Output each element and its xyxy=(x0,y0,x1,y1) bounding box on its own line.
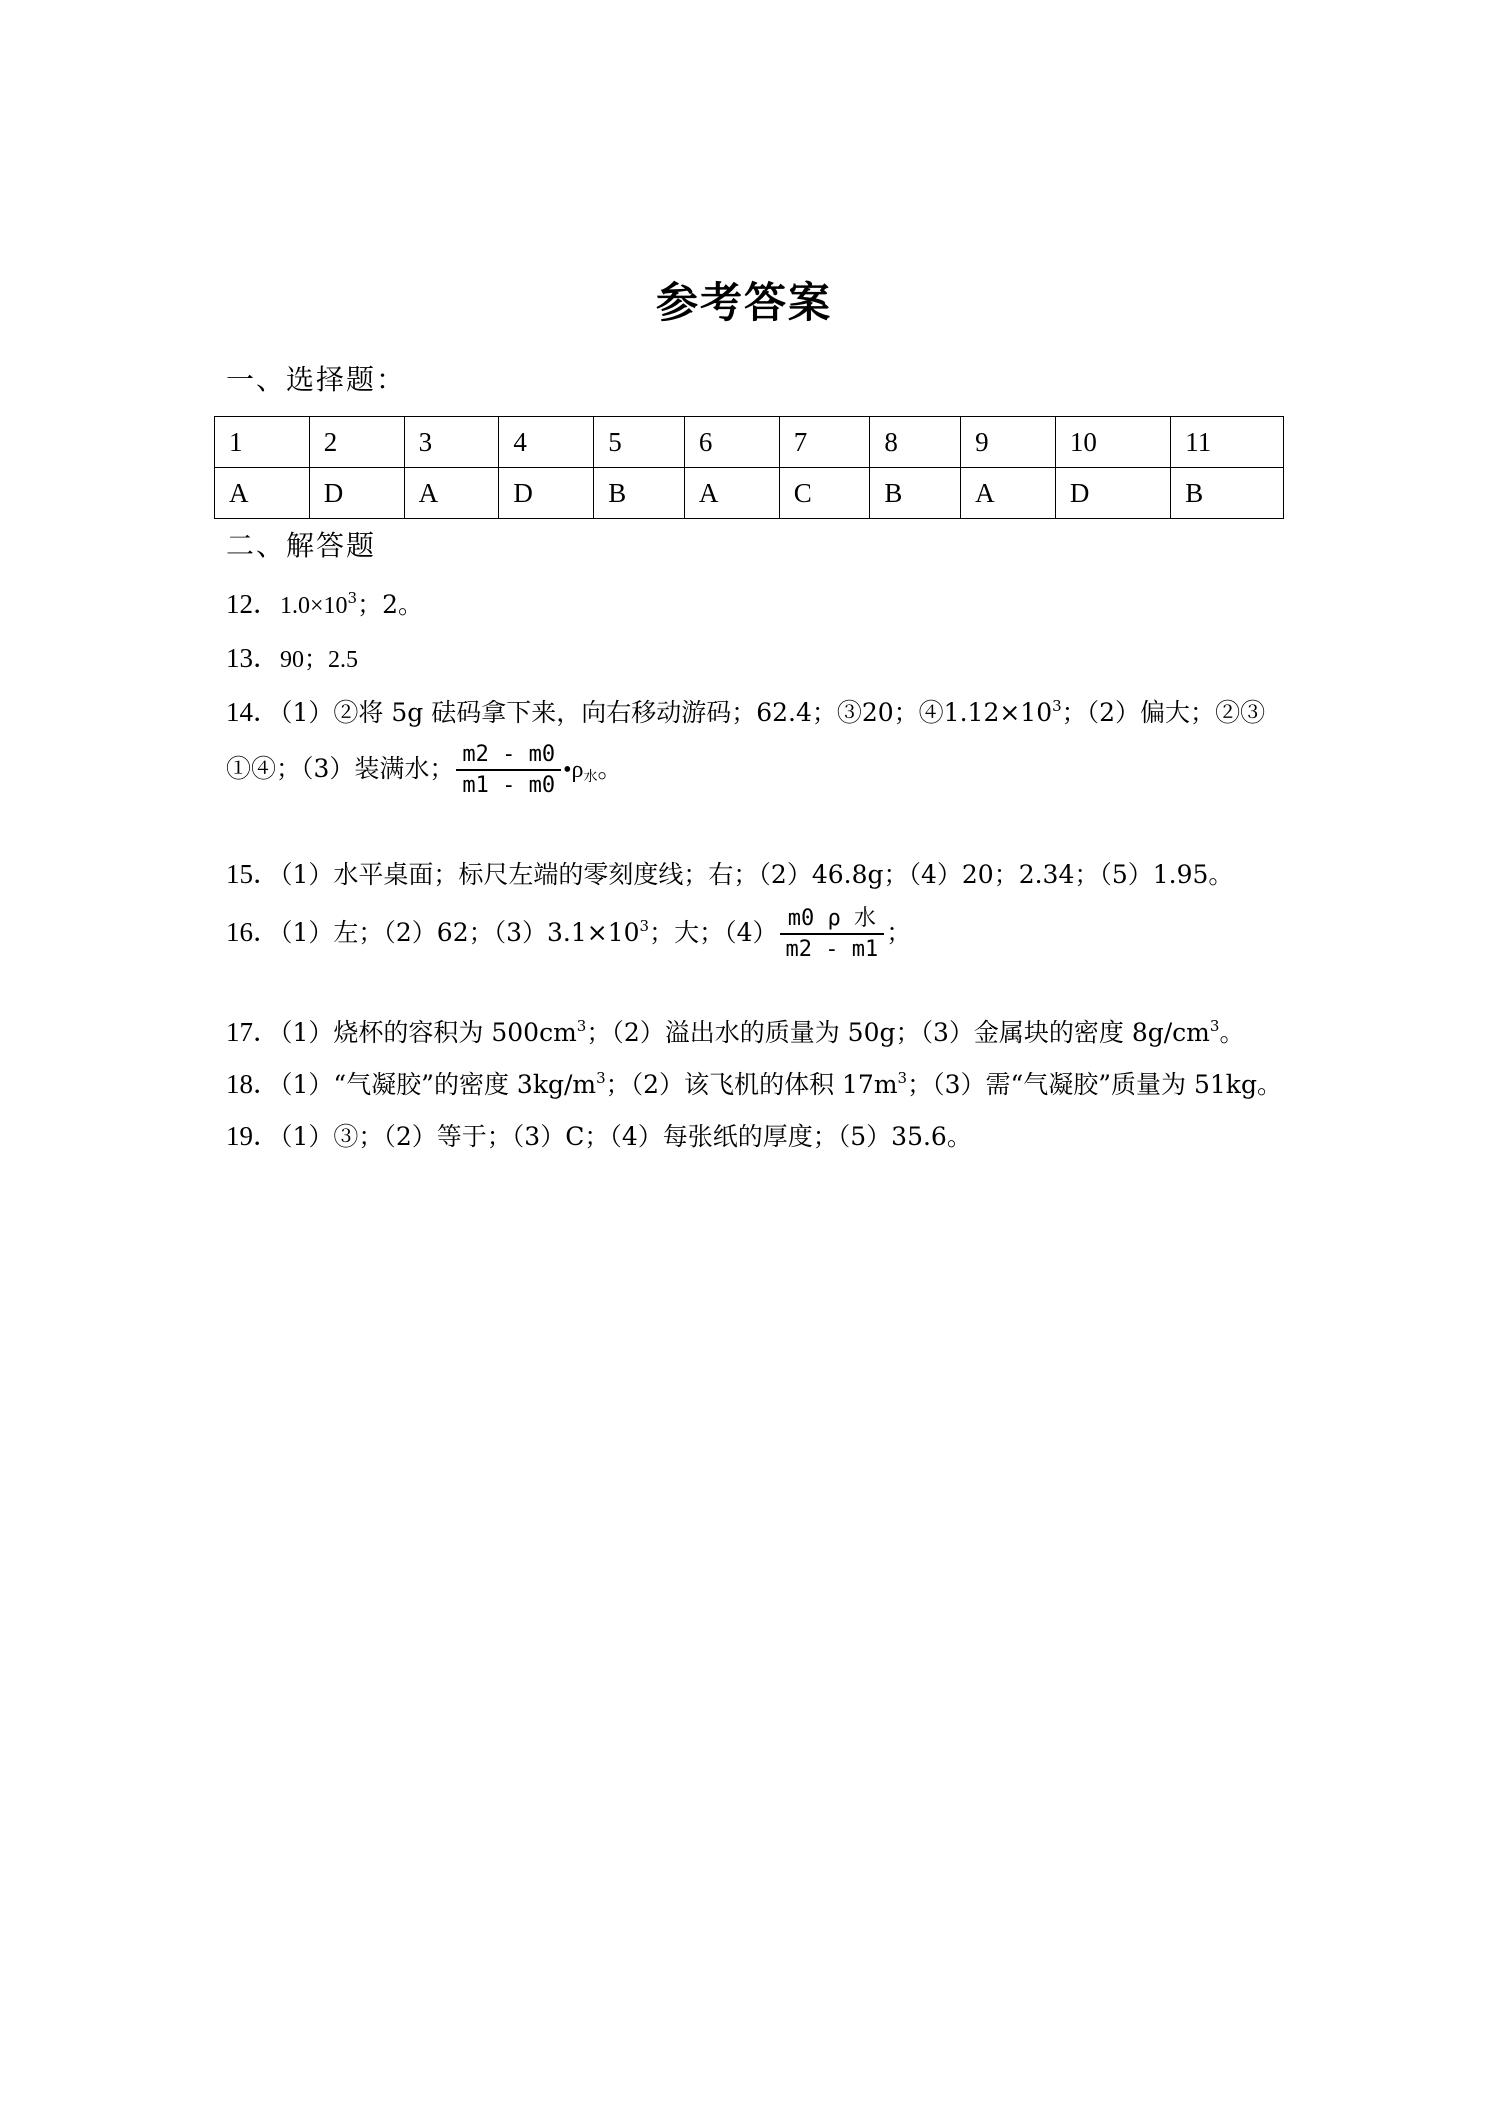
answer-line-17 xyxy=(226,1010,1244,1049)
answer-text: 90；2.5 xyxy=(280,647,358,673)
section-heading-multiple-choice: 一、选择题： xyxy=(226,363,407,396)
answer-text: ；2。 xyxy=(357,590,423,619)
answer-line-14b xyxy=(226,742,623,799)
question-number-cell: 8 xyxy=(870,417,961,468)
exponent: 3 xyxy=(347,589,358,607)
answer-line-16 xyxy=(226,906,911,963)
answer-text: ；（2）该飞机的体积 17m xyxy=(605,1070,898,1099)
answer-text: 。 xyxy=(597,753,623,783)
answer-line-18 xyxy=(226,1062,1282,1101)
answer-text: ；（2）溢出水的质量为 50g；（3）金属块的密度 8g/cm xyxy=(586,1018,1210,1047)
answer-text: ；大；（4） xyxy=(649,917,778,947)
fraction-denominator: m2 - m1 xyxy=(785,937,879,963)
answer-cell: B xyxy=(870,468,961,519)
answer-cell: A xyxy=(404,468,499,519)
question-number-cell: 1 xyxy=(215,417,310,468)
answer-text: 。 xyxy=(1219,1018,1245,1047)
answer-line-13 xyxy=(226,636,358,675)
question-number: 15． xyxy=(226,859,280,889)
question-number: 16． xyxy=(226,916,280,947)
answer-cell: D xyxy=(499,468,594,519)
question-number: 12． xyxy=(226,589,280,619)
question-number: 13． xyxy=(226,643,280,673)
answer-line-14a xyxy=(226,690,1265,729)
question-number: 17． xyxy=(226,1017,280,1047)
question-number: 18． xyxy=(226,1069,280,1099)
question-number-row xyxy=(215,417,1284,468)
exponent: 3 xyxy=(596,1069,606,1087)
answer-text: ①④；（3）装满水； xyxy=(226,753,455,783)
answer-text: ； xyxy=(886,917,912,947)
answer-cell: D xyxy=(1055,468,1170,519)
answer-line-19 xyxy=(226,1114,972,1153)
question-number-cell: 5 xyxy=(594,417,685,468)
answer-cell: A xyxy=(684,468,779,519)
answer-text: ；（3）需“气凝胶”质量为 51kg。 xyxy=(907,1070,1282,1099)
section-heading-problems: 二、解答题 xyxy=(226,529,377,562)
fraction-denominator: m1 - m0 xyxy=(462,773,556,799)
answer-text: 1.0×10 xyxy=(280,593,348,619)
rho-symbol: •ρ xyxy=(563,756,584,783)
question-number-cell: 3 xyxy=(404,417,499,468)
question-number-cell: 10 xyxy=(1055,417,1170,468)
density-formula-fraction xyxy=(780,906,885,963)
answer-cell: B xyxy=(594,468,685,519)
question-number: 19． xyxy=(226,1121,280,1151)
exponent: 3 xyxy=(1052,697,1062,715)
question-number-cell: 7 xyxy=(779,417,870,468)
question-number-cell: 2 xyxy=(309,417,404,468)
answer-cell: B xyxy=(1171,468,1284,519)
question-number-cell: 11 xyxy=(1171,417,1284,468)
exponent: 3 xyxy=(1209,1017,1220,1035)
question-number-cell: 9 xyxy=(961,417,1056,468)
fraction-numerator: m0 ρ 水 xyxy=(780,906,885,935)
answer-text: （1）水平桌面；标尺左端的零刻度线；右；（2）46.8g；（4）20；2.34；（5）1.95。 xyxy=(280,860,1234,889)
answer-line-12 xyxy=(226,582,423,621)
answer-line-15 xyxy=(226,852,1233,891)
answer-text: （1）“气凝胶”的密度 3kg/m xyxy=(280,1070,597,1099)
answer-text: （1）烧杯的容积为 500cm xyxy=(280,1018,577,1047)
answer-cell: C xyxy=(779,468,870,519)
density-formula-fraction xyxy=(456,742,561,799)
page-title: 参考答案 xyxy=(655,278,832,327)
question-number-cell: 4 xyxy=(499,417,594,468)
answer-cell: D xyxy=(309,468,404,519)
exponent: 3 xyxy=(897,1069,908,1087)
exponent: 3 xyxy=(576,1017,587,1035)
answer-cell: A xyxy=(961,468,1056,519)
answer-text: （1）②将 5g 砝码拿下来，向右移动游码；62.4；③20；④1.12×10 xyxy=(280,698,1053,727)
answer-text: ；（2）偏大；②③ xyxy=(1061,698,1266,727)
answer-table xyxy=(214,416,1284,519)
answer-cell: A xyxy=(215,468,310,519)
answer-row xyxy=(215,468,1284,519)
answer-text: （1）左；（2）62；（3）3.1×10 xyxy=(280,917,640,947)
exponent: 3 xyxy=(639,916,650,935)
question-number-cell: 6 xyxy=(684,417,779,468)
fraction-numerator: m2 - m0 xyxy=(456,742,561,771)
answer-text: （1）③；（2）等于；（3）C；（4）每张纸的厚度；（5）35.6。 xyxy=(280,1122,972,1151)
question-number: 14． xyxy=(226,697,280,727)
rho-subscript: 水 xyxy=(583,768,598,785)
